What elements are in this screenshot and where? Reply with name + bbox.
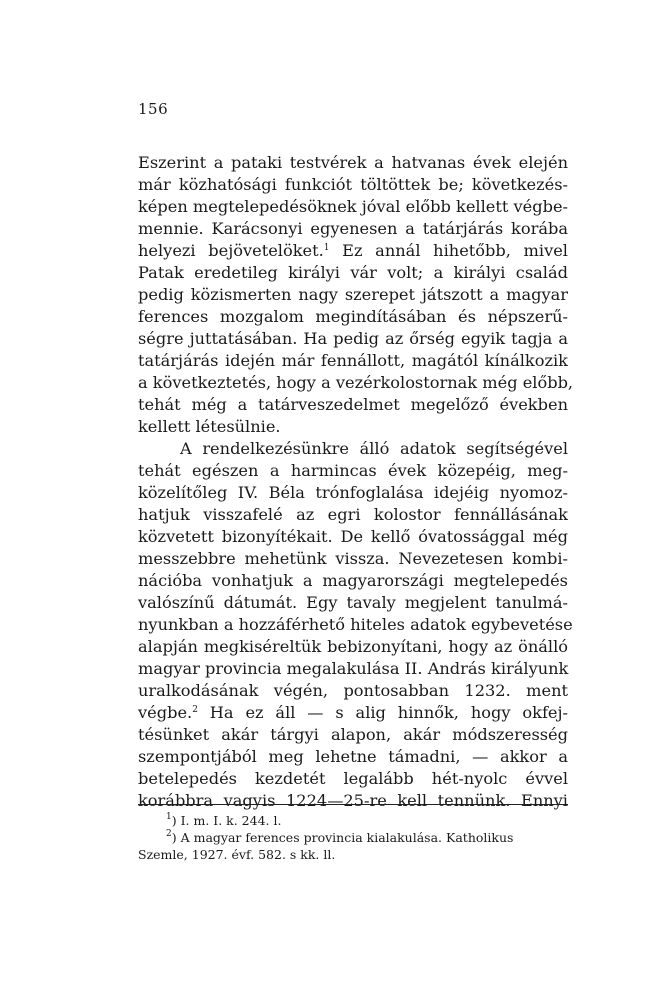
footnote-reference: 1 <box>323 243 330 253</box>
text-line: végbe.$^2$ Ha ez áll — s alig hinnők, hogy okfej- <box>138 703 568 722</box>
text-line: nációba vonhatjuk a magyarországi megtelepedés <box>138 571 568 590</box>
text-line: mennie. Karácsonyi egyenesen a tatárjárás korába <box>138 219 568 238</box>
footnote-mark: 1 <box>166 812 172 822</box>
text-line: messzebbre mehetünk vissza. Nevezetesen kombi- <box>138 549 568 568</box>
text-line: Patak eredetileg királyi vár volt; a királyi család <box>138 263 568 282</box>
text-line: magyar provincia megalakulása II. András királyunk <box>138 659 569 678</box>
text-line: tehát még a tatárveszedelmet megelőző években <box>138 395 568 414</box>
text-line: már közhatósági funkciót töltöttek be; következés- <box>138 175 568 194</box>
text-line: pedig közismerten nagy szerepet játszott a magyar <box>138 285 568 304</box>
footnote-separator <box>138 804 568 805</box>
page-number: 156 <box>138 100 169 118</box>
footnote-line: $^1$) I. m. I. k. 244. l. <box>166 812 282 828</box>
text-line: szempontjából meg lehetne támadni, — akkor a <box>138 747 568 766</box>
body-text <box>138 152 574 812</box>
text-line: korábbra vagyis 1224—25-re kell tennünk. Ennyi <box>138 791 568 810</box>
text-line: tatárjárás idején már fennállott, magától kínálkozik <box>138 351 568 370</box>
text-line: ferences mozgalom megindításában és népszerű- <box>138 307 568 326</box>
text-line: betelepedés kezdetét legalább hét-nyolc évvel <box>138 769 568 788</box>
text-line: helyezi bejövetelöket.$^1$ Ez annál hihetőbb, mivel <box>138 241 568 260</box>
text-line: A rendelkezésünkre álló adatok segítségével <box>180 439 568 458</box>
text-line: hatjuk visszafelé az egri kolostor fennállásának <box>138 505 568 524</box>
footnote-line: $^2$) A magyar ferences provincia kialakulása. Katholikus <box>166 829 514 845</box>
footnote-line: Szemle, 1927. évf. 582. s kk. ll. <box>138 847 336 862</box>
text-line: ségre juttatásában. Ha pedig az őrség egyik tagja a <box>138 329 568 348</box>
text-line: uralkodásának végén, pontosabban 1232. ment <box>138 681 568 700</box>
text-line: kellett létesülnie. <box>138 417 281 436</box>
text-line: tehát egészen a harmincas évek közepéig, meg- <box>138 461 568 480</box>
text-line: közvetett bizonyítékait. De kellő óvatossággal még <box>138 527 568 546</box>
text-line: Eszerint a pataki testvérek a hatvanas évek elején <box>138 153 568 172</box>
footnote-mark: 2 <box>166 829 172 839</box>
text-line: nyunkban a hozzáférhető hiteles adatok egybevetése <box>138 615 573 634</box>
text-line: képen megtelepedésöknek jóval előbb kellett végbe- <box>138 197 568 216</box>
text-line: tésünket akár tárgyi alapon, akár módszeresség <box>138 725 568 744</box>
text-line: a következtetés, hogy a vezérkolostornak még előbb, <box>138 373 574 392</box>
footnote-reference: 2 <box>192 705 198 715</box>
text-line: valószínű dátumát. Egy tavaly megjelent tanulmá- <box>138 593 568 612</box>
footnotes <box>138 812 568 863</box>
text-line: közelítőleg IV. Béla trónfoglalása idejéig nyomoz- <box>138 483 568 502</box>
text-line: alapján megkiséreltük bebizonyítani, hogy az önálló <box>138 637 568 656</box>
